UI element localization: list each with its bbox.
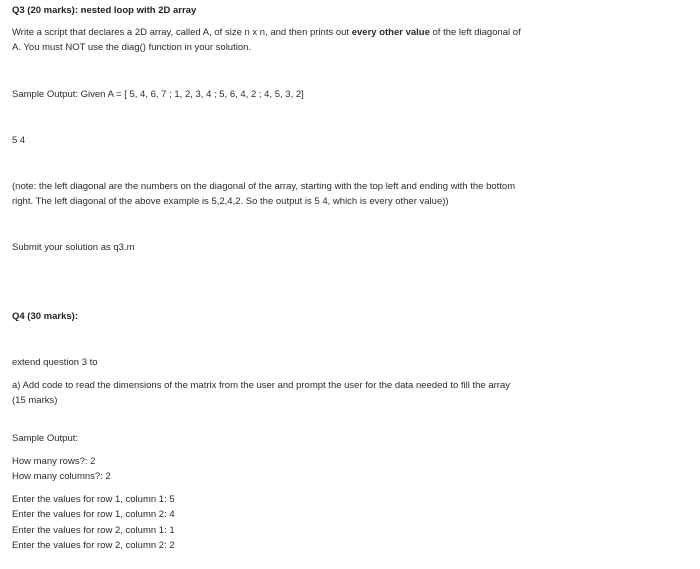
q4-heading: Q4 (30 marks): xyxy=(12,311,79,322)
q3-output-value: 5 4 xyxy=(12,135,26,146)
q3-description-text: Write a script that declares a 2D array, called A, of size n x n, and then prints out xyxy=(12,27,352,38)
q4-rows-prompt: How many rows?: 2 xyxy=(12,456,96,467)
q4-entry-line: Enter the values for row 1, column 2: 4 xyxy=(12,509,175,520)
q3-heading: Q3 (20 marks): nested loop with 2D array xyxy=(12,5,197,16)
q3-sample-output: Sample Output: Given A = [ 5, 4, 6, 7 ; 1, 2, 3, 4 ; 5, 6, 4, 2 ; 4, 5, 3, 2] xyxy=(12,89,304,100)
q3-description-text-end: of the left diagonal of xyxy=(429,27,521,38)
q3-note-line-1: (note: the left diagonal are the numbers on the diagonal of the array, starting with the top left and ending with the bottom xyxy=(12,181,516,192)
q3-description-line-2: A. You must NOT use the diag() function in your solution. xyxy=(12,42,252,53)
q4-sample-output-label: Sample Output: xyxy=(12,433,79,444)
q3-note-line-2: right. The left diagonal of the above example is 5,2,4,2. So the output is 5 4, which is every other value)) xyxy=(12,196,449,207)
q4-part-a-line-2: (15 marks) xyxy=(12,395,58,406)
q4-cols-prompt: How many columns?: 2 xyxy=(12,471,111,482)
q3-description-emphasis: every other value xyxy=(351,27,430,38)
q4-extend-text: extend question 3 to xyxy=(12,357,98,368)
q4-entry-line: Enter the values for row 2, column 1: 1 xyxy=(12,525,175,536)
q4-entry-line: Enter the values for row 1, column 1: 5 xyxy=(12,494,175,505)
q4-part-a-line-1: a) Add code to read the dimensions of the matrix from the user and prompt the user for the data needed to fill the array xyxy=(12,380,510,391)
q3-description-line-1 xyxy=(12,27,521,39)
q4-entry-line: Enter the values for row 2, column 2: 2 xyxy=(12,540,175,551)
q3-submit-instruction: Submit your solution as q3.m xyxy=(12,242,135,253)
